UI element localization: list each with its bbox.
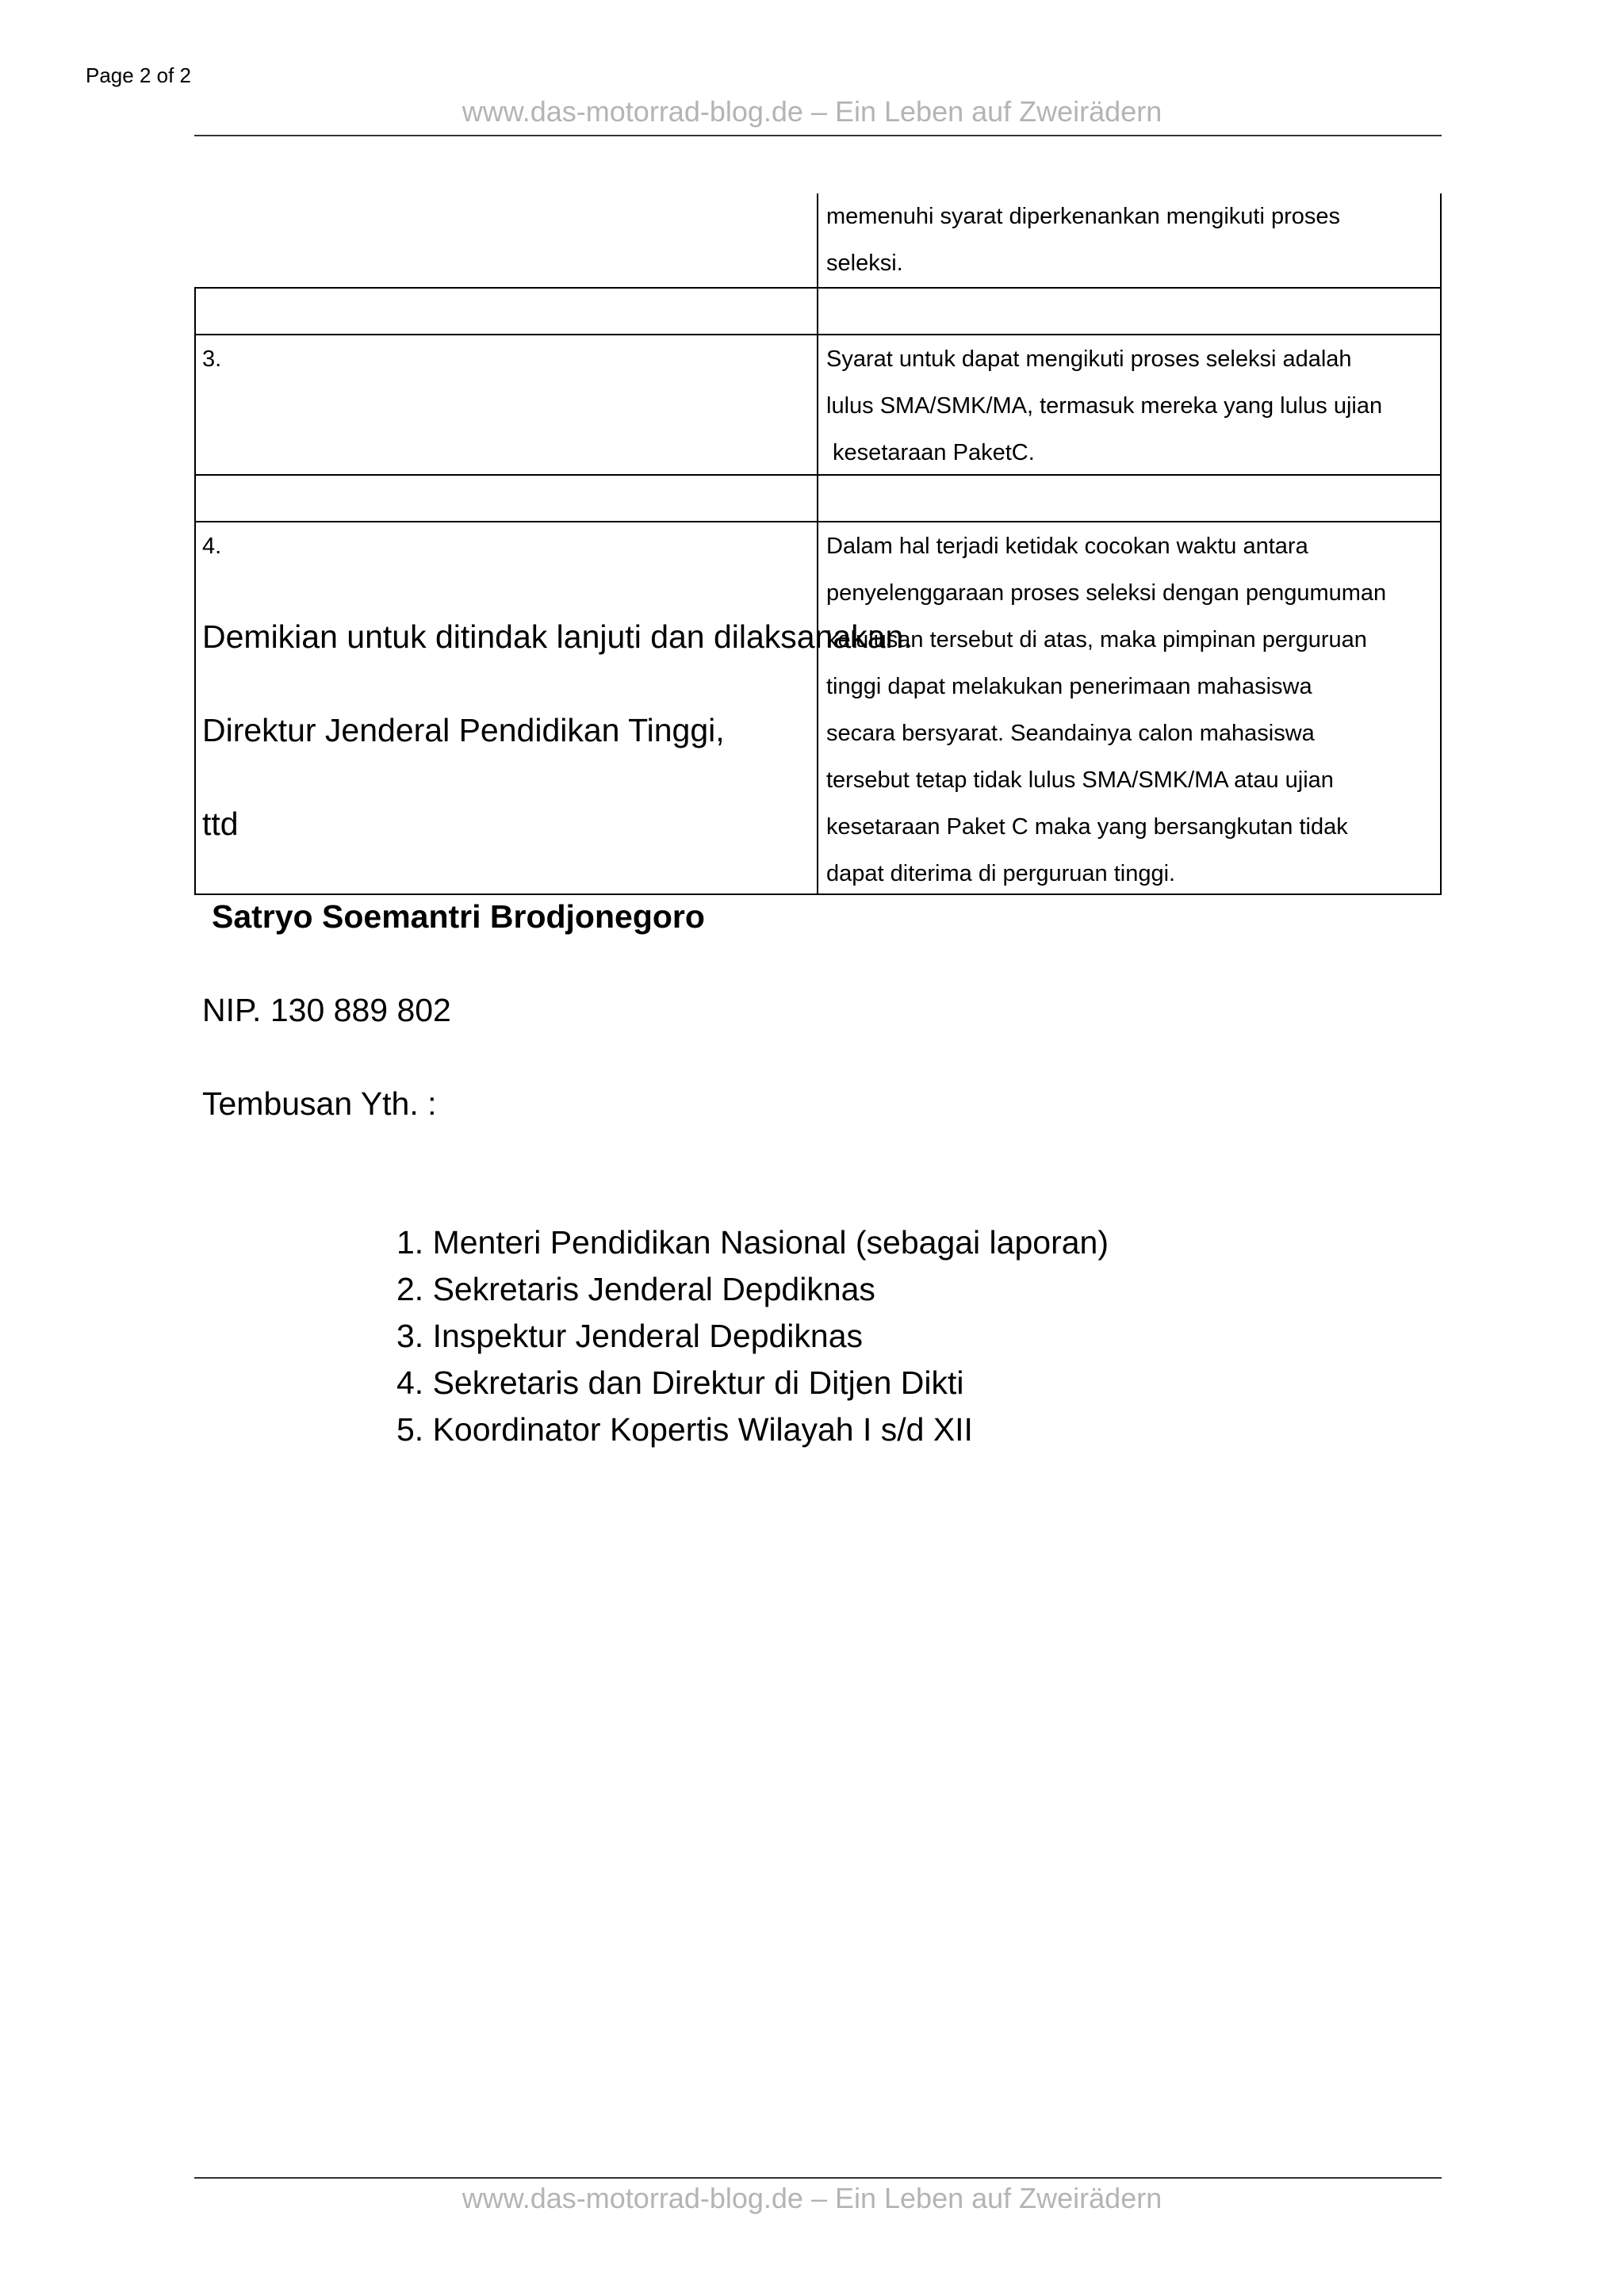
table-text-line: tersebut tetap tidak lulus SMA/SMK/MA atau ujian	[826, 767, 1334, 793]
table-border-right	[1440, 193, 1442, 895]
row-4-text	[826, 523, 1386, 897]
signatory-name: Satryo Soemantri Brodjonegoro	[212, 898, 705, 935]
table-border-left	[194, 289, 196, 895]
cc-list	[396, 1219, 1109, 1453]
row-3-text	[826, 336, 1382, 476]
table-rule	[194, 287, 1442, 289]
table-text-line: kesetaraan Paket C maka yang bersangkutan tidak	[826, 814, 1348, 840]
table-text-line: seleksi.	[826, 251, 903, 276]
table-text-line: memenuhi syarat diperkenankan mengikuti proses	[826, 204, 1341, 229]
signatory-nip: NIP. 130 889 802	[202, 992, 451, 1028]
closing-statement: Demikian untuk ditindak lanjuti dan dilaksanakan.	[202, 618, 913, 655]
cc-label: Tembusan Yth. :	[202, 1085, 437, 1122]
signed-mark: ttd	[202, 806, 239, 842]
table-text-line: Syarat untuk dapat mengikuti proses seleksi adalah	[826, 346, 1352, 372]
list-item: 1. Menteri Pendidikan Nasional (sebagai laporan)	[396, 1224, 1109, 1261]
list-item: 2. Sekretaris Jenderal Depdiknas	[396, 1271, 875, 1307]
table-text-line: lulus SMA/SMK/MA, termasuk mereka yang lulus ujian	[826, 393, 1383, 419]
table-text-line: dapat diterima di perguruan tinggi.	[826, 861, 1176, 886]
list-item: 3. Inspektur Jenderal Depdiknas	[396, 1318, 864, 1354]
header-rule	[194, 135, 1442, 136]
row-number-4: 4.	[202, 534, 222, 559]
requirements-table	[194, 193, 1442, 895]
table-rule	[194, 521, 1442, 522]
table-text-line: kesetaraan PaketC.	[826, 440, 1035, 465]
table-rule	[194, 334, 1442, 335]
site-footer: www.das-motorrad-blog.de – Ein Leben auf Zweirädern	[462, 2182, 1162, 2214]
signatory-title: Direktur Jenderal Pendidikan Tinggi,	[202, 712, 725, 748]
footer-rule	[194, 2177, 1442, 2179]
table-text-line: tinggi dapat melakukan penerimaan mahasiswa	[826, 674, 1312, 699]
site-header: www.das-motorrad-blog.de – Ein Leben auf Zweirädern	[462, 95, 1162, 128]
table-text-line: kelulusan tersebut di atas, maka pimpinan perguruan	[826, 627, 1367, 652]
list-item: 4. Sekretaris dan Direktur di Ditjen Dikti	[396, 1364, 964, 1401]
table-text-line: penyelenggaraan proses seleksi dengan pengumuman	[826, 580, 1387, 606]
table-divider-middle	[817, 193, 818, 895]
table-text-line: Dalam hal terjadi ketidak cocokan waktu antara	[826, 534, 1308, 559]
page-number: Page 2 of 2	[86, 63, 191, 87]
table-text-line: secara bersyarat. Seandainya calon mahasiswa	[826, 721, 1315, 746]
row-number-3: 3.	[202, 346, 222, 372]
list-item: 5. Koordinator Kopertis Wilayah I s/d XII	[396, 1411, 973, 1448]
table-continuation-cell	[826, 193, 1340, 287]
